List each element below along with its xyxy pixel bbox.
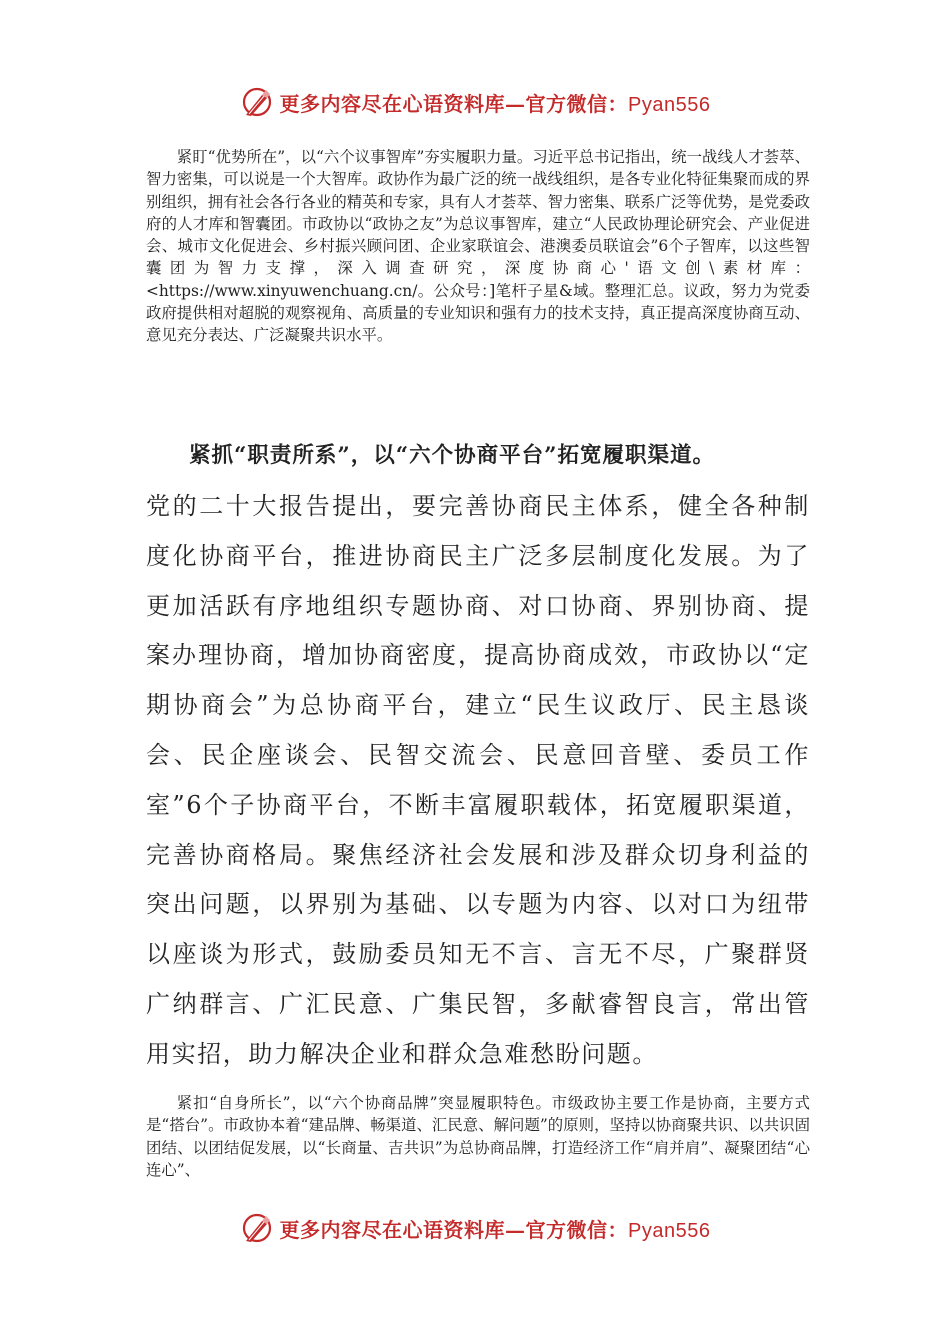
banner-text-cn: 更多内容尽在心语资料库—官方微信： bbox=[279, 91, 629, 116]
footer-wechat-id: Pyan556 bbox=[628, 1219, 711, 1242]
paragraph-brands: 紧扣“自身所长”，以“六个协商品牌”突显履职特色。市级政协主要工作是协商，主要方式是“搭台”。市政协本着“建品牌、畅渠道、汇民意、解问题”的原则，坚持以协商聚共识、以共识固团结、以团结促发展，以“长商量、吉共识”为总协商品牌，打造经济工作“肩并肩”、凝聚团结“心连心”、 bbox=[146, 1094, 810, 1179]
footer-banner bbox=[0, 1208, 950, 1248]
logo-icon bbox=[240, 85, 274, 119]
section-heading-platforms: 紧抓“职责所系”，以“六个协商平台”拓宽履职渠道。 bbox=[189, 443, 715, 468]
logo-icon-footer bbox=[240, 1211, 274, 1245]
paragraph-think-tank: 紧盯“优势所在”，以“六个议事智库”夯实履职力量。习近平总书记指出，统一战线人才荟萃、智力密集，可以说是一个大智库。政协作为最广泛的统一战线组织，是各专业化特征集聚而成的界别组织，拥有社会各行各业的精英和专家，具有人才荟萃、智力密集、联系广泛等优势，是党委政府的人才库和智囊团。市政协以“政协之友”为总议事智库，建立“人民政协理论研究会、产业促进会、城市文化促进会、乡村振兴顾问团、企业家联谊会、港澳委员联谊会”6个子智库，以这些智囊团为智力支撑，深入调查研究，深度协商心'语文创\素材库：<https://www.xinyuwenchuang.cn/。公众号：]笔杆子星&域。整理汇总。议政，努力为党委政府提供相对超脱的观察视角、高质量的专业知识和强有力的技术支持，真正提高深度协商互动、意见充分表达、广泛凝聚共识水平。 bbox=[146, 148, 810, 345]
wechat-id: Pyan556 bbox=[628, 93, 711, 116]
header-banner bbox=[0, 82, 950, 122]
footer-banner-text-cn: 更多内容尽在心语资料库—官方微信： bbox=[279, 1217, 629, 1242]
paragraph-platforms: 党的二十大报告提出，要完善协商民主体系，健全各种制度化协商平台，推进协商民主广泛多层制度化发展。为了更加活跃有序地组织专题协商、对口协商、界别协商、提案办理协商，增加协商密度，提高协商成效，市政协以“定期协商会”为总协商平台，建立“民生议政厅、民主恳谈会、民企座谈会、民智交流会、民意回音壁、委员工作室”6个子协商平台，不断丰富履职载体，拓宽履职渠道，完善协商格局。聚焦经济社会发展和涉及群众切身利益的突出问题，以界别为基础、以专题为内容、以对口为纽带以座谈为形式，鼓励委员知无不言、言无不尽，广聚群贤广纳群言、广汇民意、广集民智，多献睿智良言，常出管用实招，助力解决企业和群众急难愁盼问题。 bbox=[146, 492, 810, 1068]
banner-text bbox=[280, 88, 711, 117]
footer-banner-text bbox=[280, 1214, 711, 1243]
